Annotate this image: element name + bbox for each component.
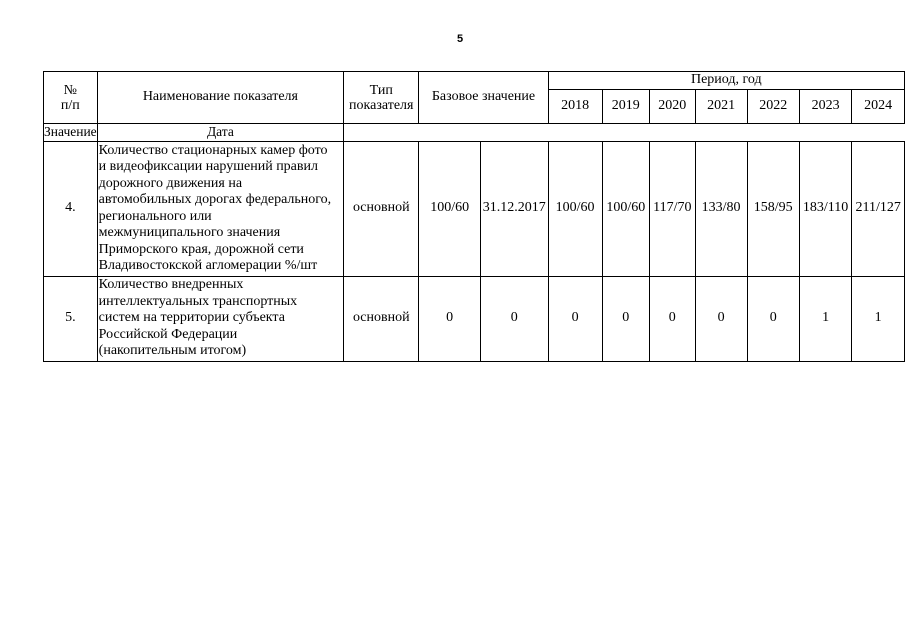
header-period: Период, год: [548, 72, 904, 90]
row-4-name: [97, 141, 343, 276]
row-5-value-2024: 1: [852, 276, 905, 361]
row-4-name-line: регионального или: [98, 208, 212, 224]
header-type: [344, 72, 419, 124]
header-row-1: [44, 72, 905, 90]
row-4-name-line: и видеофиксации нарушений правил: [98, 159, 318, 174]
row-5-name-line: (накопительным итогом): [98, 343, 247, 359]
row-4-value-2022: 158/95: [747, 141, 799, 276]
row-4-base-value: 100/60: [419, 141, 480, 276]
row-4-name-line: Приморского края, дорожной сети: [98, 241, 304, 257]
row-5-name: [97, 276, 343, 361]
row-5-type: основной: [344, 276, 419, 361]
row-5-name-line: Количество внедренных: [98, 277, 244, 293]
header-row-3: [44, 124, 905, 142]
header-year-2018: 2018: [548, 90, 602, 124]
row-4-name-line: дорожного движения на: [98, 175, 243, 191]
row-4-base-date: 31.12.2017: [480, 141, 548, 276]
header-year-2022: 2022: [747, 90, 799, 124]
header-base: Базовое значение: [419, 72, 548, 124]
header-year-2024: 2024: [852, 90, 905, 124]
row-4-value-2020: 117/70: [650, 141, 696, 276]
row-5-name-line: систем на территории субъекта: [98, 310, 285, 326]
row-5-name-line: интеллектуальных транспортных: [98, 293, 298, 309]
header-type-line1: Тип: [369, 82, 393, 98]
header-base-date: Дата: [97, 124, 343, 142]
row-4-name-line: автомобильных дорогах федерального,: [98, 192, 332, 207]
row-5-base-date: 0: [480, 276, 548, 361]
page-number: 5: [456, 33, 464, 45]
row-4-name-line: межмуниципального значения: [98, 225, 281, 240]
row-5-value-2023: 1: [799, 276, 852, 361]
row-5-value-2020: 0: [650, 276, 696, 361]
table-row: [44, 141, 905, 276]
row-4-name-line: Владивостокской агломерации %/шт: [98, 258, 318, 273]
row-4-value-2018: 100/60: [548, 141, 602, 276]
header-year-2019: 2019: [602, 90, 649, 124]
row-5-name-line: Российской Федерации: [98, 326, 238, 342]
header-num-line2: п/п: [60, 97, 80, 113]
header-base-value: Значение: [44, 124, 97, 139]
row-4-value-2021: 133/80: [695, 141, 747, 276]
row-4-value-2024: 211/127: [852, 141, 905, 276]
row-4-type: основной: [344, 141, 419, 276]
row-5-num: 5.: [44, 276, 98, 361]
row-5-base-value: 0: [419, 276, 480, 361]
header-name: Наименование показателя: [97, 72, 343, 124]
row-5-value-2019: 0: [602, 276, 649, 361]
header-year-2020: 2020: [650, 90, 696, 124]
indicators-table: [43, 71, 905, 362]
header-num-line1: №: [63, 82, 78, 98]
row-5-value-2022: 0: [747, 276, 799, 361]
row-4-num: 4.: [44, 141, 98, 276]
row-4-value-2023: 183/110: [799, 141, 852, 276]
row-5-value-2018: 0: [548, 276, 602, 361]
header-type-line2: показателя: [349, 97, 414, 113]
row-4-value-2019: 100/60: [602, 141, 649, 276]
row-5-value-2021: 0: [695, 276, 747, 361]
row-4-name-line: Количество стационарных камер фото: [98, 142, 328, 158]
table-row: [44, 276, 905, 361]
header-year-2021: 2021: [695, 90, 747, 124]
header-num: [44, 72, 98, 124]
header-year-2023: 2023: [799, 90, 852, 124]
